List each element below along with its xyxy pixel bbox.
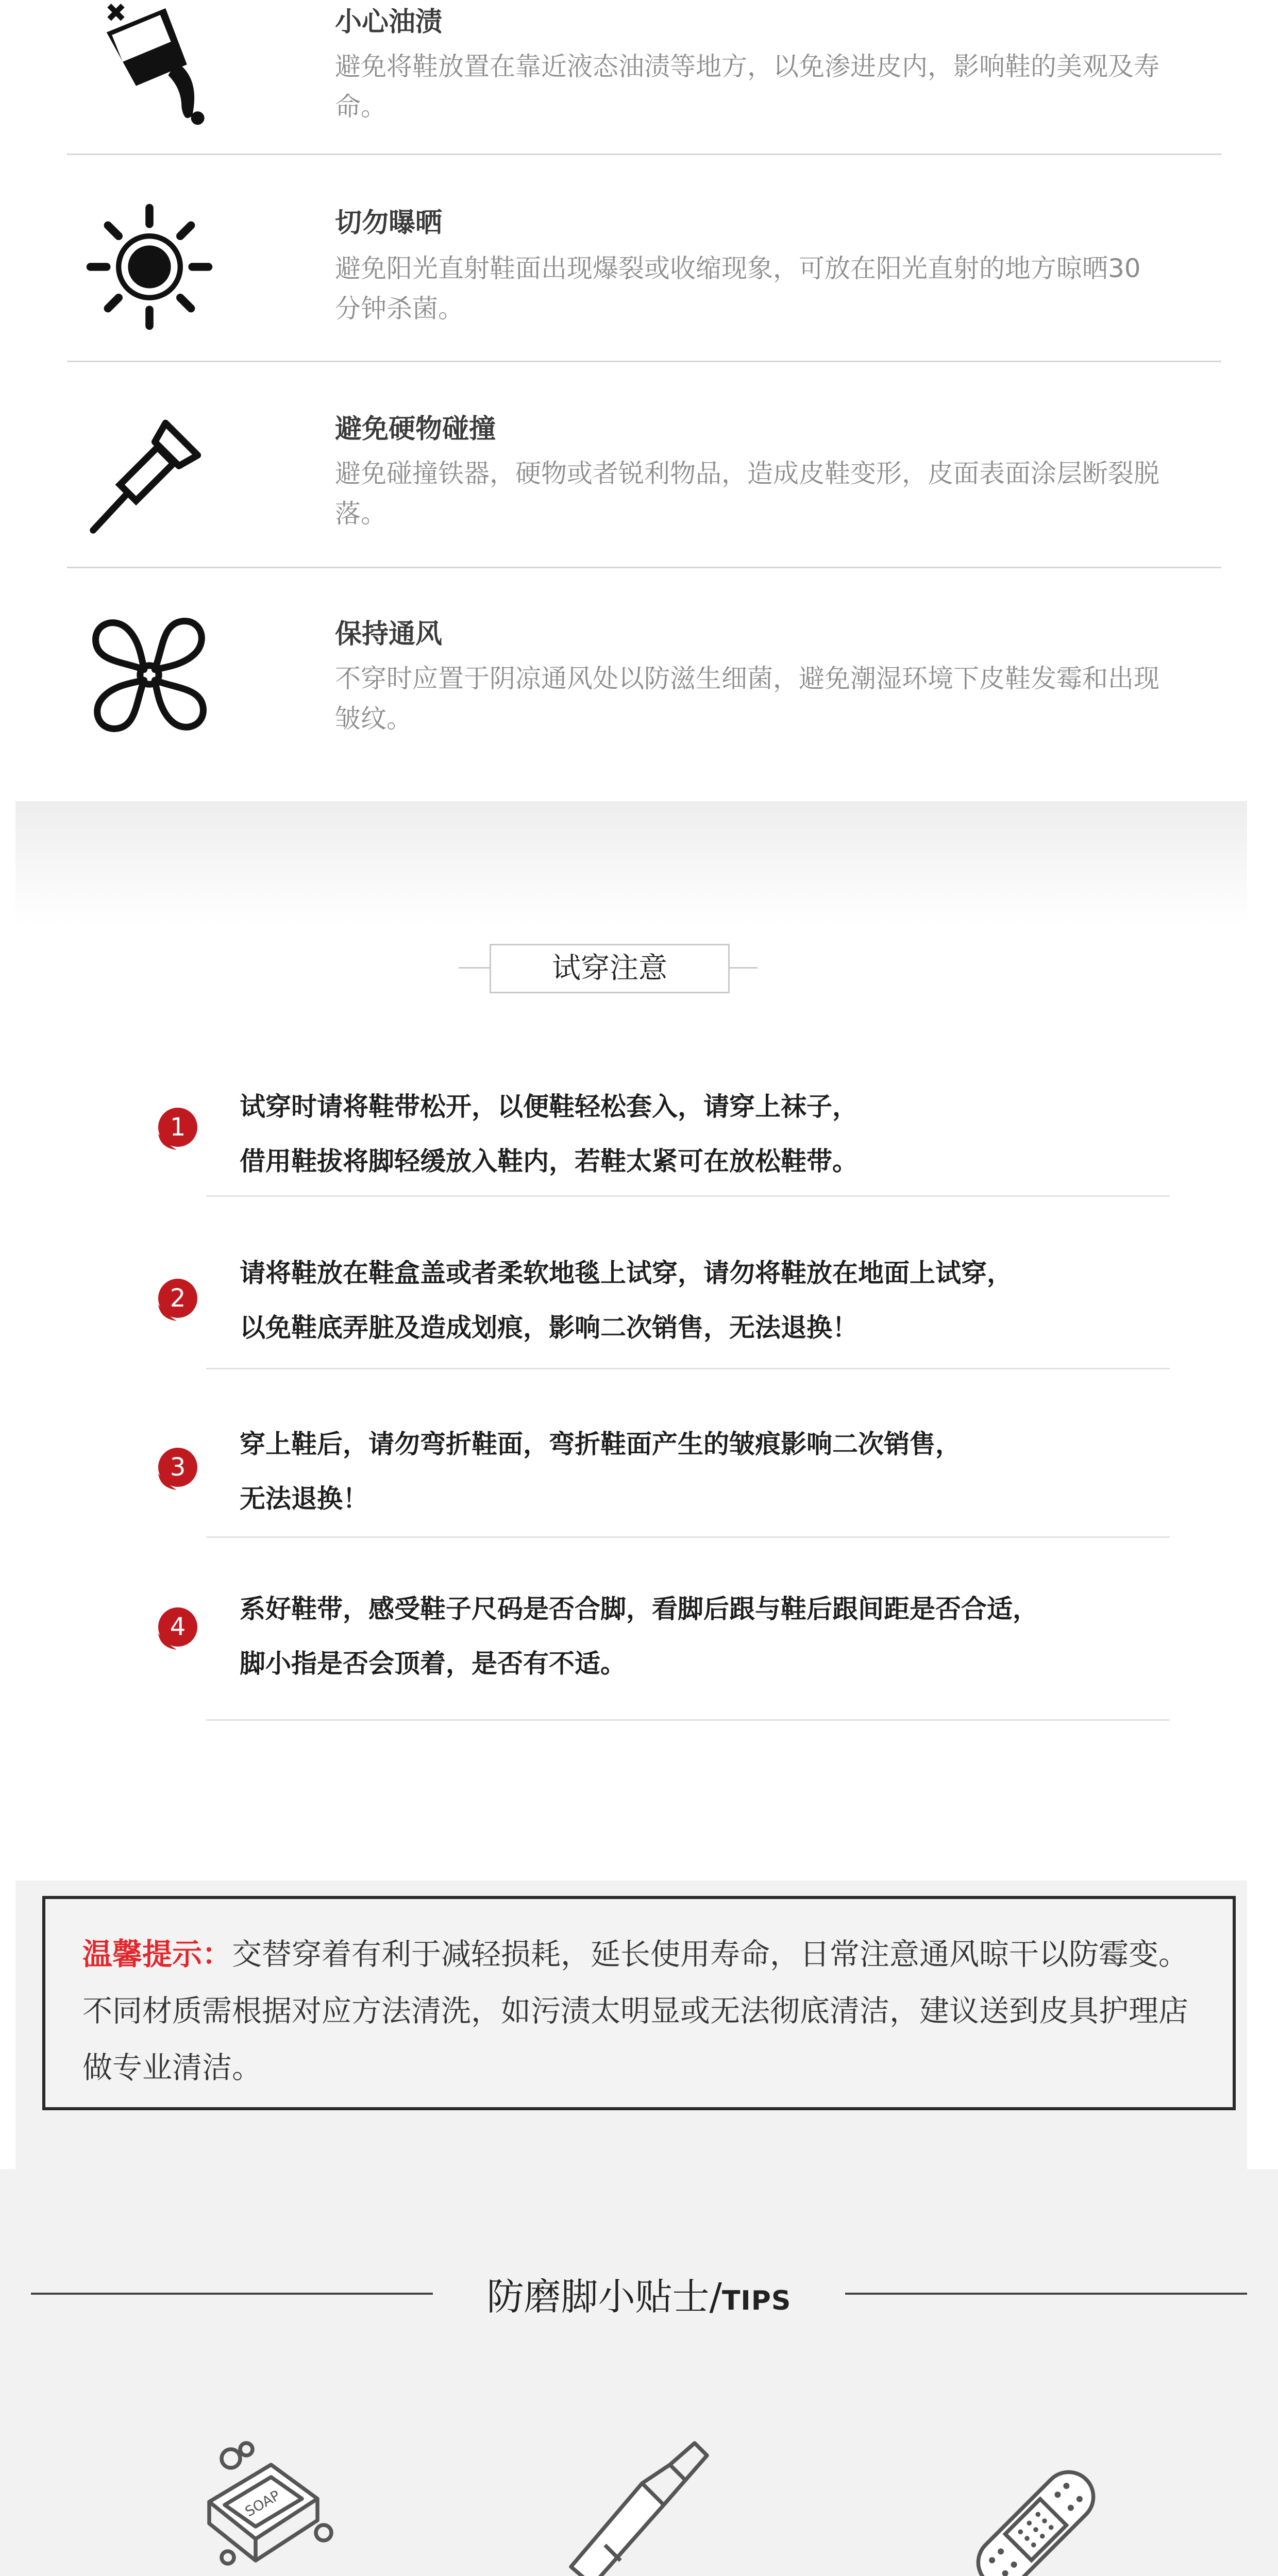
tips-heading bbox=[0, 2267, 1278, 2320]
tryon-item-4-line1: 系好鞋带，感受鞋子尺码是否合脚，看脚后跟与鞋后跟间距是否合适， bbox=[240, 1594, 1038, 1624]
tryon-item-1-line2: 借用鞋拔将脚轻缓放入鞋内，若鞋太紧可在放松鞋带。 bbox=[240, 1146, 858, 1176]
tryon-item-4 bbox=[240, 1582, 1193, 1691]
oil-bucket-icon bbox=[82, 0, 216, 129]
tryon-item-1-line1: 试穿时请将鞋带松开，以便鞋轻松套入，请穿上袜子， bbox=[240, 1092, 858, 1122]
tryon-item-2 bbox=[240, 1246, 1193, 1355]
number-badge-3 bbox=[151, 1443, 203, 1494]
care-title-ventilation: 保持通风 bbox=[335, 619, 443, 650]
notice-text: 交替穿着有利于减轻损耗，延长使用寿命，日常注意通风晾干以防霉变。不同材质需根据对应方法清洗，如污渍太明显或无法彻底清洁，建议送到皮具护理店做专业清洁。 bbox=[82, 1937, 1189, 2085]
divider bbox=[67, 567, 1221, 568]
section-divider-band bbox=[15, 801, 1247, 925]
tips-heading-text: 防磨脚小贴士/ bbox=[486, 2275, 722, 2318]
screwdriver-icon bbox=[82, 407, 216, 541]
divider bbox=[206, 1719, 1170, 1721]
care-desc-oil: 避免将鞋放置在靠近液态油渍等地方，以免渗进皮内，影响鞋的美观及寿命。 bbox=[335, 52, 1159, 122]
tips-heading-suffix: TIPS bbox=[721, 2285, 792, 2316]
number-badge-1 bbox=[151, 1103, 203, 1154]
svg-text:2: 2 bbox=[170, 1284, 186, 1313]
soap-icon bbox=[191, 2437, 345, 2576]
divider bbox=[67, 361, 1221, 362]
bandage-icon bbox=[959, 2452, 1113, 2576]
notice-label: 温馨提示： bbox=[82, 1937, 232, 1972]
care-title-sun: 切勿曝晒 bbox=[335, 208, 443, 239]
vinegar-bottle-icon bbox=[562, 2437, 716, 2576]
tryon-item-1 bbox=[240, 1079, 1193, 1189]
tryon-item-3-line2: 无法退换！ bbox=[240, 1484, 368, 1514]
divider bbox=[67, 154, 1221, 155]
care-desc-ventilation: 不穿时应置于阴凉通风处以防滋生细菌，避免潮湿环境下皮鞋发霉和出现皱纹。 bbox=[335, 664, 1159, 734]
svg-text:1: 1 bbox=[170, 1113, 186, 1142]
heading-line-right bbox=[727, 967, 758, 969]
number-badge-2 bbox=[151, 1274, 203, 1325]
svg-text:SOAP: SOAP bbox=[242, 2487, 283, 2520]
fan-icon bbox=[82, 608, 216, 742]
divider bbox=[206, 1536, 1170, 1538]
care-desc-sun: 避免阳光直射鞋面出现爆裂或收缩现象，可放在阳光直射的地方晾晒30分钟杀菌。 bbox=[335, 253, 1141, 324]
care-title-oil: 小心油渍 bbox=[335, 7, 443, 38]
tryon-item-2-line2: 以免鞋底弄脏及造成划痕，影响二次销售，无法退换！ bbox=[240, 1313, 858, 1343]
divider bbox=[206, 1368, 1170, 1369]
tryon-item-3-line1: 穿上鞋后，请勿弯折鞋面，弯折鞋面产生的皱痕影响二次销售， bbox=[240, 1429, 961, 1459]
notice-text-block bbox=[82, 1926, 1190, 2096]
care-title-impact: 避免硬物碰撞 bbox=[335, 414, 496, 445]
tryon-item-4-line2: 脚小指是否会顶着，是否有不适。 bbox=[240, 1649, 626, 1679]
number-badge-4 bbox=[151, 1602, 203, 1654]
divider bbox=[206, 1195, 1170, 1197]
tryon-item-3 bbox=[240, 1417, 1193, 1526]
svg-text:3: 3 bbox=[170, 1453, 186, 1482]
sun-icon bbox=[82, 200, 216, 334]
heading-line-left bbox=[459, 967, 490, 969]
tryon-heading: 试穿注意 bbox=[490, 944, 730, 993]
svg-text:4: 4 bbox=[170, 1613, 186, 1641]
tryon-item-2-line1: 请将鞋放在鞋盒盖或者柔软地毯上试穿，请勿将鞋放在地面上试穿， bbox=[240, 1258, 1013, 1288]
care-desc-impact: 避免碰撞铁器，硬物或者锐利物品，造成皮鞋变形，皮面表面涂层断裂脱落。 bbox=[335, 459, 1159, 529]
